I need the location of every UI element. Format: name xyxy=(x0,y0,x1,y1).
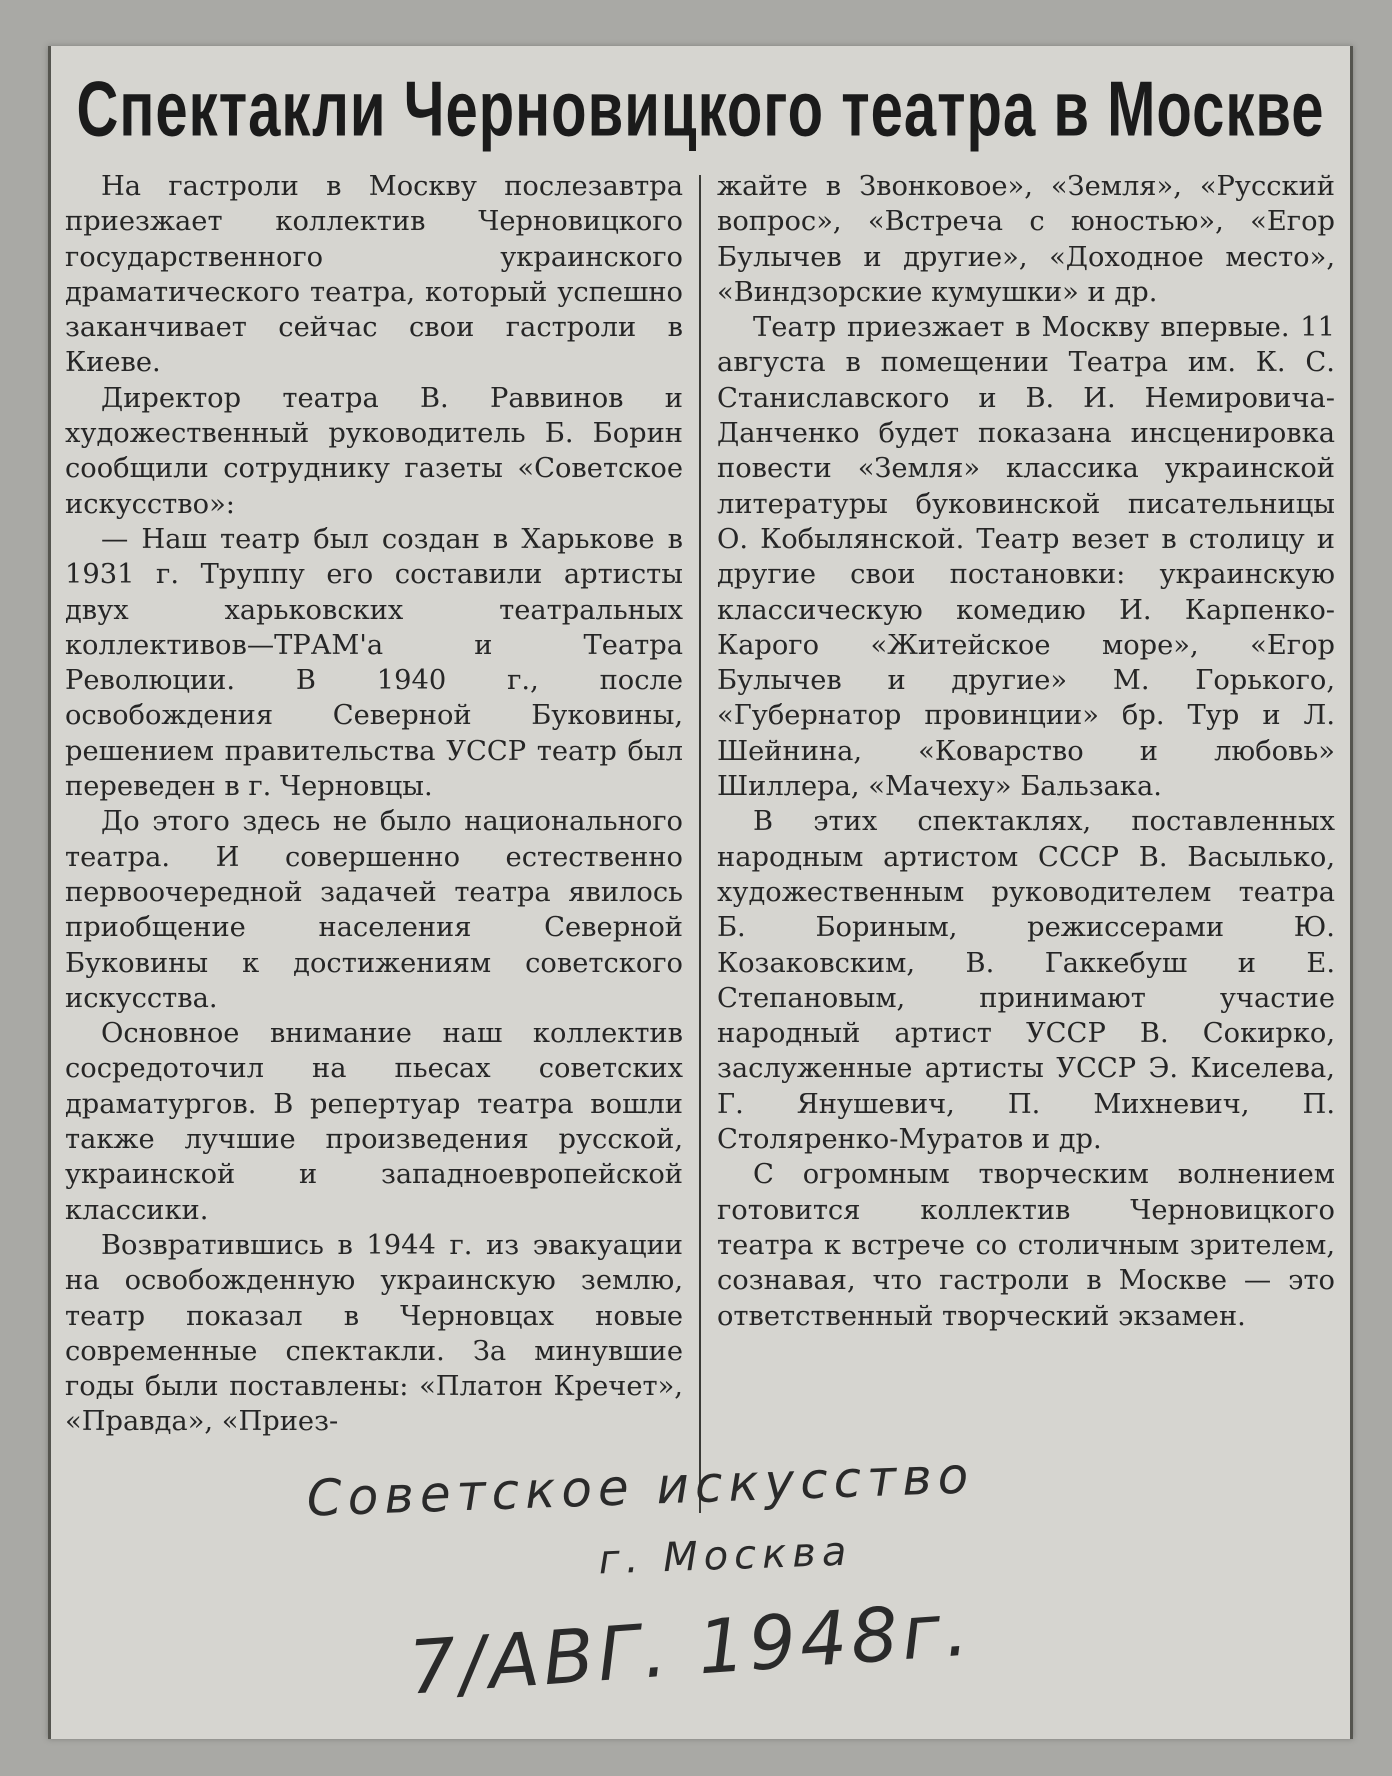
paragraph: В этих спектаклях, поставленных народным артистом СССР В. Васылько, художественным руководителем театра Б. Бориным, режиссерами Ю. Козаковским, В. Гаккебуш и Е. Степановым, принимают участие народный артист УССР В. Сокирко, заслуженные артисты УССР Э. Киселева, Г. Янушевич, П. Михневич, П. Столяренко-Муратов и др. xyxy=(717,806,1335,1156)
column-divider xyxy=(699,175,701,1513)
handwritten-newspaper-name: Советское искусство xyxy=(305,1446,976,1528)
paragraph: С огромным творческим волнением готовится коллектив Черновицкого театра к встрече со столичным зрителем, сознавая, что гастроли в Москве — это ответственный творческий экзамен. xyxy=(717,1159,1335,1332)
article-column-right xyxy=(717,169,1335,1334)
handwritten-city: г. Москва xyxy=(597,1528,854,1584)
paragraph: жайте в Звонковое», «Земля», «Русский вопрос», «Встреча с юностью», «Егор Булычев и другие», «Доходное место», «Виндзорские кумушки» и др. xyxy=(717,171,1335,308)
article-headline: Спектакли Черновицкого театра в Москве xyxy=(76,65,1325,154)
article-body xyxy=(65,169,1337,1514)
paragraph: — Наш театр был создан в Харькове в 1931 г. Труппу его составили артисты двух харьковских театральных коллективов—ТРАМ'а и Театра Революции. В 1940 г., после освобождения Северной Буковины, решением правительства УССР театр был переведен в г. Черновцы. xyxy=(65,523,683,803)
paragraph: На гастроли в Москву послезавтра приезжает коллектив Черновицкого государственного украинского драматического театра, который успешно заканчивает сейчас свои гастроли в Киеве. xyxy=(65,171,683,379)
paragraph: Основное внимание наш коллектив сосредоточил на пьесах советских драматургов. В репертуар театра вошли также лучшие произведения русской, украинской и западноевропейской классики. xyxy=(65,1018,683,1226)
newspaper-clipping xyxy=(48,46,1353,1739)
paragraph: Возвратившись в 1944 г. из эвакуации на освобожденную украинскую землю, театр показал в Черновцах новые современные спектакли. За минувшие годы были поставлены: «Платон Кречет», «Правда», «Приез- xyxy=(65,1229,683,1438)
paragraph: Театр приезжает в Москву впервые. 11 августа в помещении Театра им. К. С. Станиславского и В. И. Немировича-Данченко будет показана инсценировка повести «Земля» классика украинской литературы буковинской писательницы О. Кобылянской. Театр везет в столицу и другие свои постановки: украинскую классическую комедию И. Карпенко-Карого «Житейское море», «Егор Булычев и другие» М. Горького, «Губернатор провинции» бр. Тур и Л. Шейнина, «Коварство и любовь» Шиллера, «Мачеху» Бальзака. xyxy=(717,312,1335,803)
handwritten-date: 7/АВГ. 1948г. xyxy=(405,1586,976,1712)
paragraph: Директор театра В. Раввинов и художественный руководитель Б. Борин сообщили сотруднику газеты «Советское искусство»: xyxy=(65,382,683,520)
article-column-left xyxy=(65,169,683,1440)
paragraph: До этого здесь не было национального театра. И совершенно естественно первоочередной задачей театра явилось приобщение населения Северной Буковины к достижениям советского искусства. xyxy=(65,806,683,1014)
